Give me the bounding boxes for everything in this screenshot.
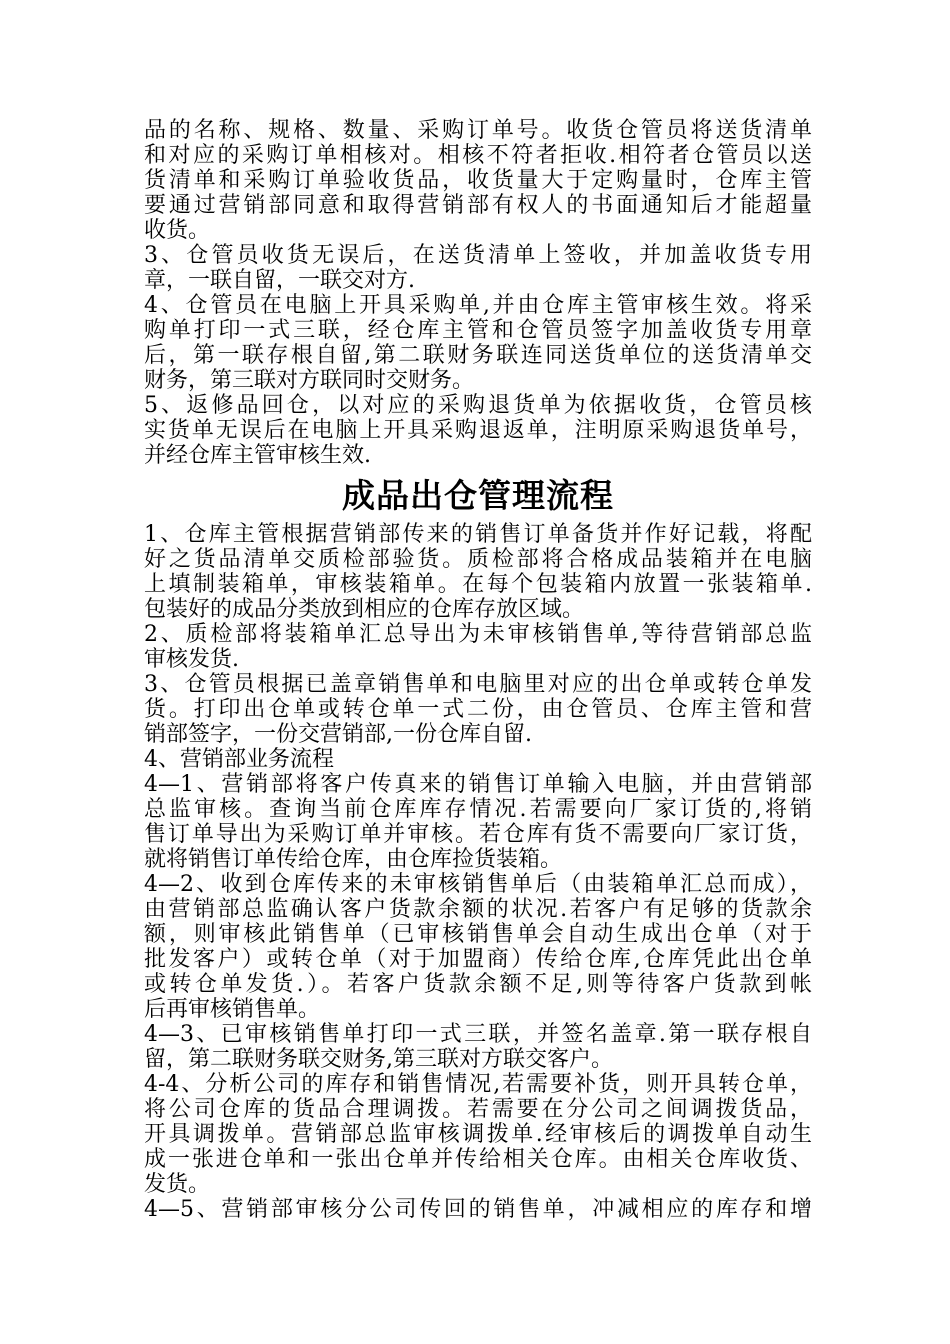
text-line: 或转仓单发货.）。若客户货款余额不足,则等待客户货款到帐 bbox=[144, 972, 812, 997]
text-line: 1、仓库主管根据营销部传来的销售订单备货并作好记载，将配 bbox=[144, 522, 812, 547]
text-line: 3、仓管员收货无误后，在送货清单上签收，并加盖收货专用 bbox=[144, 243, 812, 268]
text-line: 批发客户）或转仓单（对于加盟商）传给仓库,仓库凭此出仓单 bbox=[144, 947, 812, 972]
text-line: 2、质检部将装箱单汇总导出为未审核销售单,等待营销部总监 bbox=[144, 622, 812, 647]
text-line: 包装好的成品分类放到相应的仓库存放区域。 bbox=[144, 597, 585, 622]
text-line: 和对应的采购订单相核对。相核不符者拒收.相符者仓管员以送 bbox=[144, 143, 812, 168]
text-line: 要通过营销部同意和取得营销部有权人的书面通知后才能超量 bbox=[144, 193, 812, 218]
text-line: 4—2、收到仓库传来的未审核销售单后（由装箱单汇总而成）， bbox=[144, 872, 812, 897]
text-line: 将公司仓库的货品合理调拨。若需要在分公司之间调拨货品， bbox=[144, 1097, 812, 1122]
text-line: 4—5、营销部审核分公司传回的销售单，冲减相应的库存和增 bbox=[144, 1197, 812, 1222]
text-line: 4—3、已审核销售单打印一式三联，并签名盖章.第一联存根自 bbox=[144, 1022, 812, 1047]
text-line: 货。打印出仓单或转仓单一式二份，由仓管员、仓库主管和营 bbox=[144, 697, 812, 722]
text-line: 销部签字，一份交营销部,一份仓库自留. bbox=[144, 722, 532, 747]
text-line: 货清单和采购订单验收货品，收货量大于定购量时，仓库主管 bbox=[144, 168, 812, 193]
text-line: 后再审核销售单。 bbox=[144, 997, 321, 1022]
section-heading: 成品出仓管理流程 bbox=[342, 476, 614, 515]
text-line: 实货单无误后在电脑上开具采购退返单，注明原采购退货单号， bbox=[144, 418, 812, 443]
text-line: 财务，第三联对方联同时交财务。 bbox=[144, 368, 475, 393]
text-line: 购单打印一式三联，经仓库主管和仓管员签字加盖收货专用章 bbox=[144, 318, 812, 343]
text-line: 4—1、营销部将客户传真来的销售订单输入电脑，并由营销部 bbox=[144, 772, 812, 797]
text-line: 留，第二联财务联交财务,第三联对方联交客户。 bbox=[144, 1047, 613, 1072]
text-line: 由营销部总监确认客户货款余额的状况.若客户有足够的货款余 bbox=[144, 897, 812, 922]
text-line: 好之货品清单交质检部验货。质检部将合格成品装箱并在电脑 bbox=[144, 547, 812, 572]
text-line: 额，则审核此销售单（已审核销售单会自动生成出仓单（对于 bbox=[144, 922, 812, 947]
text-line: 成一张进仓单和一张出仓单并传给相关仓库。由相关仓库收货、 bbox=[144, 1147, 812, 1172]
text-line: 收货。 bbox=[144, 218, 211, 243]
text-line: 并经仓库主管审核生效. bbox=[144, 443, 371, 468]
text-line: 5、返修品回仓，以对应的采购退货单为依据收货，仓管员核 bbox=[144, 393, 812, 418]
text-line: 发货。 bbox=[144, 1172, 211, 1197]
text-line: 就将销售订单传给仓库，由仓库捡货装箱。 bbox=[144, 847, 563, 872]
text-line: 4、仓管员在电脑上开具采购单,并由仓库主管审核生效。将采 bbox=[144, 293, 812, 318]
text-line: 上填制装箱单，审核装箱单。在每个包装箱内放置一张装箱单. bbox=[144, 572, 812, 597]
text-line: 后，第一联存根自留,第二联财务联连同送货单位的送货清单交 bbox=[144, 343, 812, 368]
text-line: 4-4、分析公司的库存和销售情况,若需要补货，则开具转仓单， bbox=[144, 1072, 812, 1097]
section-receiving-continued bbox=[144, 118, 812, 468]
text-line: 品的名称、规格、数量、采购订单号。收货仓管员将送货清单 bbox=[144, 118, 812, 143]
text-line: 开具调拨单。营销部总监审核调拨单.经审核后的调拨单自动生 bbox=[144, 1122, 812, 1147]
text-line: 章，一联自留，一联交对方. bbox=[144, 268, 415, 293]
document-body bbox=[144, 118, 812, 1222]
section-outbound-process bbox=[144, 522, 812, 1222]
text-line: 售订单导出为采购订单并审核。若仓库有货不需要向厂家订货， bbox=[144, 822, 812, 847]
text-line: 总监审核。查询当前仓库库存情况.若需要向厂家订货的,将销 bbox=[144, 797, 812, 822]
text-line: 4、营销部业务流程 bbox=[144, 747, 334, 772]
text-line: 审核发货. bbox=[144, 647, 239, 672]
text-line: 3、仓管员根据已盖章销售单和电脑里对应的出仓单或转仓单发 bbox=[144, 672, 812, 697]
